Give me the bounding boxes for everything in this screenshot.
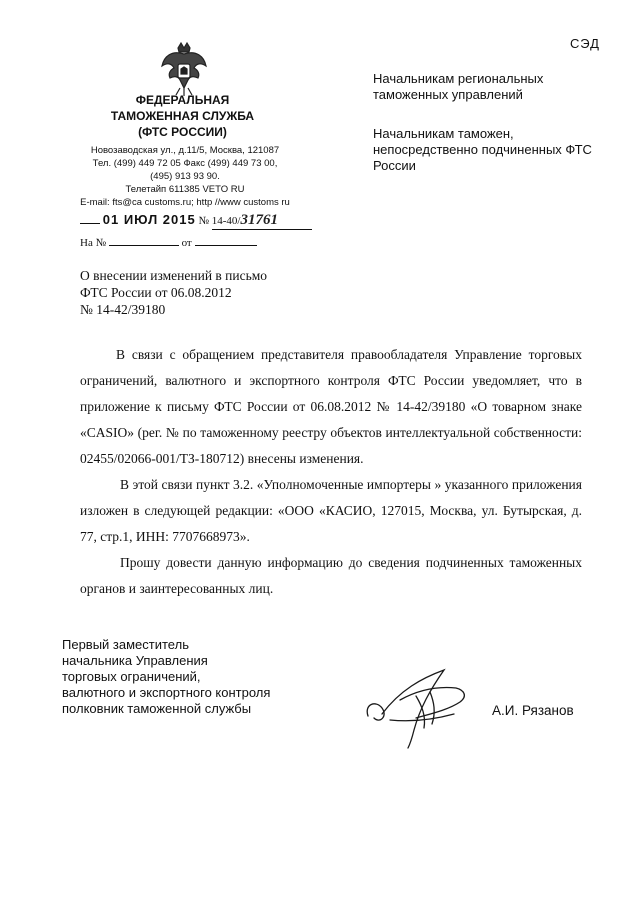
registration-number: 14-40/	[211, 215, 241, 227]
address-line: (495) 913 93 90.	[150, 171, 220, 182]
subject-line: № 14-42/39180	[80, 302, 166, 317]
address-line: E-mail: fts@ca customs.ru; http //www customs ru	[80, 197, 290, 208]
body-paragraph: В связи с обращением представителя правообладателя Управление торговых ограничений, валютного и экспортного контроля ФТС России уведомляет, что в приложение к письму ФТС России от 06.08.2012 № 14-42/39180 «О товарном знаке «CASIO» (рег. № по таможенному реестру объектов интеллектуальной собственности: 02455/02066-001/ТЗ-180712) внесены изменения.	[80, 347, 582, 466]
registration-date: 01 ИЮЛ 2015	[102, 212, 196, 227]
body-paragraph: В этой связи пункт 3.2. «Уполномоченные импортеры » указанного приложения изложен в следующей редакции: «ООО «КАСИО, 127015, Москва, ул. Бутырская, д. 77, стр.1, ИНН: 7707668973».	[80, 477, 582, 544]
recipient-customs: Начальникам таможен, непосредственно подчиненных ФТС России	[373, 126, 592, 173]
handwritten-signature	[360, 660, 480, 750]
registration-number-prefix: №	[198, 215, 209, 227]
address-line: Новозаводская ул., д.11/5, Москва, 121087	[90, 145, 280, 156]
ot-label: от	[181, 237, 192, 249]
org-line: (ФТС РОССИИ)	[138, 125, 227, 139]
signatory-title-line: начальника Управления	[62, 653, 208, 668]
body-paragraph: Прошу довести данную информацию до сведения подчиненных таможенных органов и заинтересованных лиц.	[80, 555, 582, 596]
sed-mark: СЭД	[570, 36, 600, 51]
address-line: Тел. (499) 449 72 05 Факс (499) 449 73 00,	[92, 158, 278, 169]
coat-of-arms-icon	[158, 40, 210, 98]
signatory-title-line: Первый заместитель	[62, 637, 189, 652]
registration-row	[80, 212, 312, 230]
signatory-title-line: полковник таможенной службы	[62, 701, 252, 716]
reference-row	[80, 237, 257, 249]
address-line: Телетайп 611385 VETO RU	[125, 184, 245, 195]
registration-number-handwritten: 31761	[240, 212, 278, 228]
signatory-title-line: торговых ограничений,	[62, 669, 201, 684]
recipient-regional: Начальникам региональных таможенных управлений	[373, 71, 544, 102]
org-address	[60, 144, 310, 209]
signatory-title	[62, 637, 322, 717]
org-line: ТАМОЖЕННАЯ СЛУЖБА	[110, 109, 255, 123]
letter-body	[80, 342, 582, 602]
org-name	[100, 92, 265, 140]
signatory-title-line: валютного и экспортного контроля	[62, 685, 271, 700]
subject-line: О внесении изменений в письмо	[80, 268, 268, 283]
na-label: На №	[80, 237, 107, 249]
subject	[80, 267, 340, 318]
org-line: ФЕДЕРАЛЬНАЯ	[135, 93, 230, 107]
signatory-name: А.И. Рязанов	[492, 703, 574, 718]
subject-line: ФТС России от 06.08.2012	[80, 285, 232, 300]
